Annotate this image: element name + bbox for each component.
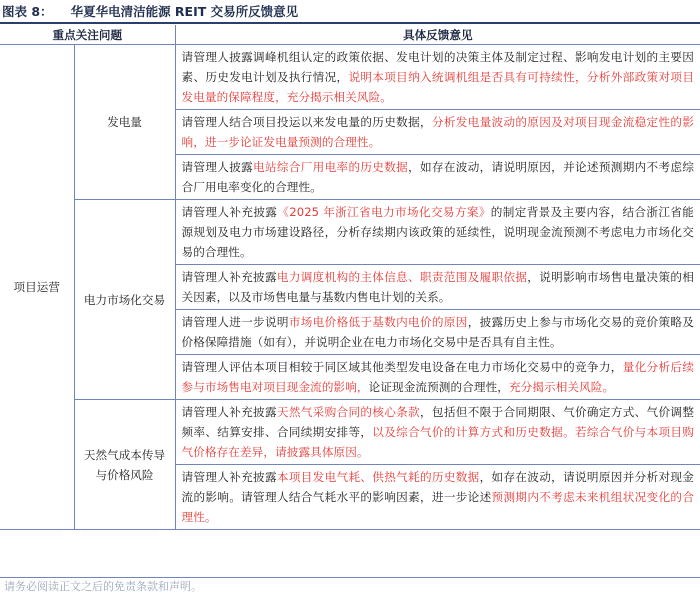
feedback-cell [175, 45, 700, 110]
feedback-text: 请管理人补充披露 [181, 405, 277, 419]
highlight-text: 量化分析后续参与市场售电对项目现金流的影响， [181, 360, 695, 394]
feedback-cell [175, 265, 700, 310]
header-focus: 重点关注问题 [0, 25, 175, 45]
table-body [0, 45, 700, 530]
feedback-cell [175, 310, 700, 355]
highlight-text: 电站综合厂用电率的历史数据 [253, 160, 409, 174]
highlight-text: 天然气采购合同的核心条款 [276, 405, 420, 419]
highlight-text: 市场电价格低于基数内电价的原因 [288, 315, 468, 329]
feedback-text: ，说明影响市场售电量决策的相关因素，以及市场售电量与基数内售电计划的关系。 [181, 270, 694, 304]
feedback-text: 请管理人评估本项目相较于同区域其他类型发电设备在电力市场化交易中的竞争力， [181, 360, 623, 374]
figure-title [0, 0, 700, 22]
feedback-text: 请管理人披露调峰机组认定的政策依据、发电计划的决策主体及制定过程、影响发电计划的主要因素、历史发电计划及执行情况， [181, 50, 695, 84]
feedback-cell [175, 465, 700, 530]
feedback-text: 请管理人披露 [181, 160, 254, 174]
highlight-text: 预测期内不考虑未来机组状况变化的合理性。 [181, 490, 695, 524]
category-cell: 天然气成本传导与价格风险 [74, 400, 175, 530]
feedback-text: 请管理人补充披露 [181, 205, 278, 219]
category-cell: 发电量 [74, 45, 175, 200]
figure-name: 华夏华电清洁能源 REIT 交易所反馈意见 [70, 4, 299, 19]
highlight-text: 本项目发电气耗、供热气耗的历史数据 [276, 470, 480, 484]
table-row [0, 45, 700, 110]
feedback-text: 请管理人结合项目投运以来发电量的历史数据， [181, 115, 432, 129]
feedback-cell [175, 155, 700, 200]
highlight-text: 电力调度机构的主体信息、职责范围及履职依据 [276, 270, 528, 284]
header-feedback: 具体反馈意见 [175, 25, 700, 45]
highlight-text: 充分揭示相关风险。 [508, 380, 615, 394]
group-cell: 项目运营 [0, 45, 74, 530]
feedback-text: ，如存在波动，请说明原因并分析对现金流的影响。请管理人结合气耗水平的影响因素，进一步论述 [181, 470, 695, 504]
highlight-text: 以及综合气价的计算方式和历史数据。若综合气价与本项目购气价格存在差异，请披露具体原因。 [181, 425, 695, 459]
table-row [0, 200, 700, 265]
feedback-text: ，包括但不限于合同期限、气价确定方式、气价调整频率、结算安排、合同续期安排等， [181, 405, 695, 439]
category-cell: 电力市场化交易 [74, 200, 175, 400]
table-header-row [0, 25, 700, 45]
title-rule [0, 22, 700, 24]
feedback-text: 请管理人补充披露 [181, 470, 277, 484]
feedback-text: ，如存在波动，请说明原因，并论述预测期内不考虑综合厂用电率变化的合理性。 [181, 160, 695, 194]
feedback-table [0, 25, 700, 530]
highlight-text: 说明本项目纳入统调机组是否具有可持续性，分析外部政策对项目发电量的保障程度，充分揭示相关风险。 [181, 70, 695, 104]
feedback-cell [175, 355, 700, 400]
feedback-cell [175, 110, 700, 155]
feedback-cell [175, 400, 700, 465]
feedback-text: 的制定背景及主要内容，结合浙江省能源规划及电力市场建设路径，分析存续期内该政策的延续性，说明现金流预测不考虑电力市场化交易的合理性。 [181, 205, 695, 259]
feedback-text: 请管理人进一步说明 [181, 315, 289, 329]
highlight-text: 《2025 年浙江省电力市场化交易方案》 [277, 205, 491, 219]
feedback-cell [175, 200, 700, 265]
disclaimer: 请务必阅读正文之后的免责条款和声明。 [4, 580, 202, 593]
feedback-text: 论证现金流预测的合理性， [368, 380, 509, 394]
feedback-text: 请管理人补充披露 [181, 270, 277, 284]
figure-label: 图表 8： [2, 4, 53, 19]
table-row [0, 400, 700, 465]
feedback-text: ，披露历史上参与市场化交易的竞价策略及价格保障措施（如有），并说明企业在电力市场化交易中是否具有自主性。 [181, 315, 695, 349]
highlight-text: 分析发电量波动的原因及对项目现金流稳定性的影响，进一步论证发电量预测的合理性。 [181, 115, 695, 149]
